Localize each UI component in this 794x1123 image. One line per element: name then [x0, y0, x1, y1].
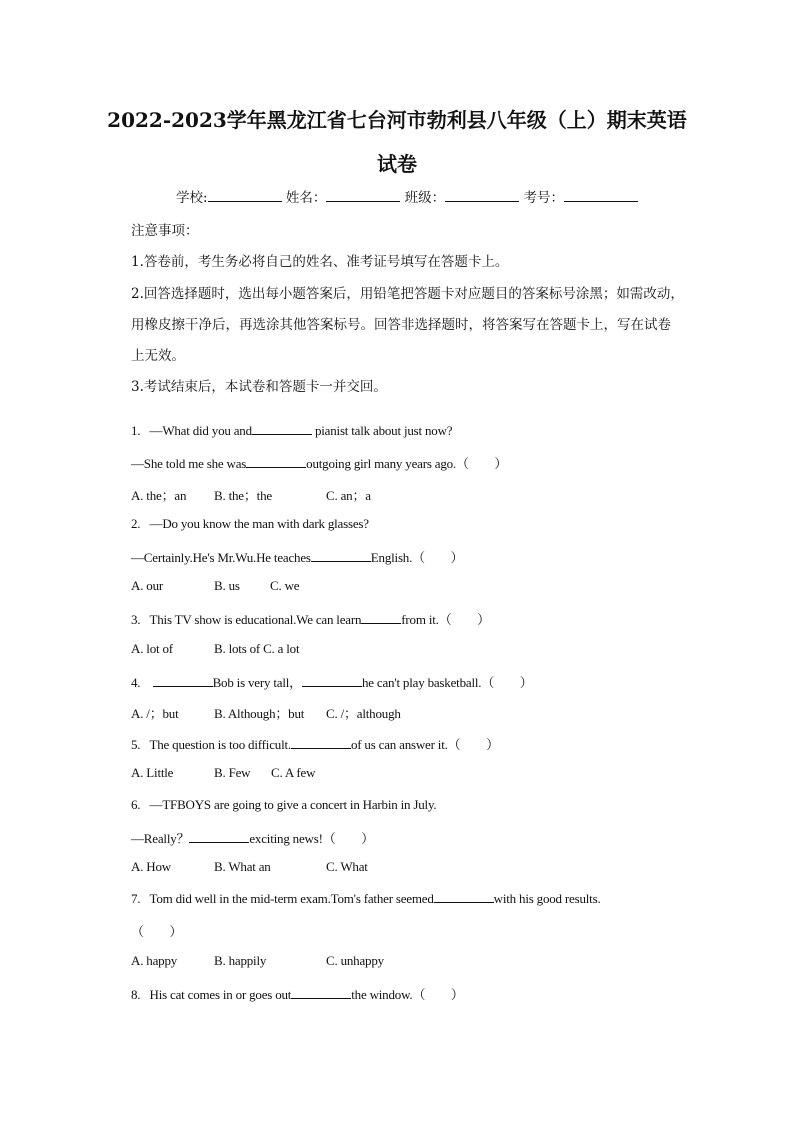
option-a: A. happy: [131, 953, 178, 968]
question-3: 3. This TV show is educational.We can learn from it.（ ）: [131, 612, 490, 627]
question-2-options: [131, 578, 299, 594]
question-number: 3.: [131, 612, 141, 627]
note-2a: 2.回答选择题时，选出每小题答案后，用铅笔把答题卡对应题目的答案标号涂黑；如需改动，: [131, 286, 684, 302]
question-4: 4. Bob is very tall， he can't play basketball.（ ）: [131, 675, 533, 690]
note-1: 1.答卷前，考生务必将自己的姓名、准考证号填写在答题卡上。: [131, 254, 509, 270]
option-a: A. the；an: [131, 488, 187, 503]
question-4-options: [131, 703, 401, 722]
answer-blank: [291, 736, 351, 749]
note-2c: 上无效。: [131, 348, 185, 364]
option-c: C. we: [270, 578, 300, 593]
option-c: C. unhappy: [326, 953, 384, 968]
option-b: B. lots of C. a lot: [214, 641, 300, 656]
question-5-options: [131, 765, 315, 781]
exam-title-line1: 2022-2023学年黑龙江省七台河市勃利县八年级（上）期末英语: [107, 108, 687, 132]
question-1-options: [131, 485, 371, 504]
note-3: 3.考试结束后，本试卷和答题卡一并交回。: [131, 379, 387, 395]
option-c: C. What: [326, 859, 368, 874]
option-a: A. our: [131, 578, 164, 593]
number-label: 考号：: [523, 190, 564, 206]
answer-blank: [302, 674, 362, 687]
exam-title-line2: 试卷: [377, 152, 417, 176]
name-blank: [326, 188, 400, 202]
option-b: B. happily: [214, 953, 267, 968]
question-2-line2: —Certainly.He's Mr.Wu.He teaches English.（ ）: [131, 550, 464, 565]
answer-blank: [153, 674, 213, 687]
note-2b: 用橡皮擦干净后，再选涂其他答案标号。回答非选择题时，将答案写在答题卡上，写在试卷: [131, 317, 671, 333]
question-number: 4.: [131, 675, 141, 690]
notes-heading: 注意事项：: [131, 223, 199, 239]
question-8: 8. His cat comes in or goes out the window.（ ）: [131, 987, 464, 1002]
option-b: B. Few: [214, 765, 251, 780]
question-7: 7. Tom did well in the mid-term exam.Tom's father seemed with his good results.: [131, 891, 601, 906]
option-c: C. A few: [271, 765, 316, 780]
question-number: 8.: [131, 987, 141, 1002]
option-c: C. an；a: [326, 488, 371, 503]
answer-blank: [361, 611, 401, 624]
name-label: 姓名：: [285, 190, 327, 206]
question-7-line2: （ ）: [131, 924, 183, 939]
question-number: 6.: [131, 797, 141, 812]
option-a: A. Little: [131, 765, 174, 780]
question-6-options: [131, 859, 368, 875]
option-b: B. Although；but: [214, 706, 305, 721]
option-b: B. the；the: [214, 488, 272, 503]
question-3-options: [131, 641, 299, 657]
question-6-line2: —Really？ exciting news!（ ）: [131, 831, 374, 846]
question-number: 1.: [131, 423, 141, 438]
student-info-row: [176, 186, 638, 206]
class-blank: [445, 188, 519, 202]
answer-blank: [252, 422, 312, 435]
question-7-options: [131, 953, 384, 969]
question-number: 7.: [131, 891, 141, 906]
option-a: A. lot of: [131, 641, 173, 656]
question-number: 2.: [131, 516, 141, 531]
question-2: 2. —Do you know the man with dark glasses?: [131, 516, 369, 531]
question-number: 5.: [131, 737, 141, 752]
answer-blank: [189, 830, 249, 843]
answer-blank: [291, 986, 351, 999]
school-label: 学校:: [176, 190, 208, 206]
question-6: 6. —TFBOYS are going to give a concert in Harbin in July.: [131, 797, 437, 812]
answer-blank: [434, 890, 494, 903]
question-1: 1. —What did you and pianist talk about just now?: [131, 423, 453, 438]
option-b: B. What an: [214, 859, 271, 874]
number-blank: [564, 188, 638, 202]
option-a: A. How: [131, 859, 171, 874]
class-label: 班级：: [404, 190, 446, 206]
answer-blank: [311, 549, 371, 562]
question-1-line2: —She told me she was outgoing girl many years ago.（ ）: [131, 456, 508, 471]
option-c: C. /；although: [326, 706, 401, 721]
option-a: A. /；but: [131, 706, 179, 721]
question-5: 5. The question is too difficult. of us can answer it.（ ）: [131, 737, 499, 752]
school-blank: [208, 188, 282, 202]
answer-blank: [246, 455, 306, 468]
option-b: B. us: [214, 578, 240, 593]
